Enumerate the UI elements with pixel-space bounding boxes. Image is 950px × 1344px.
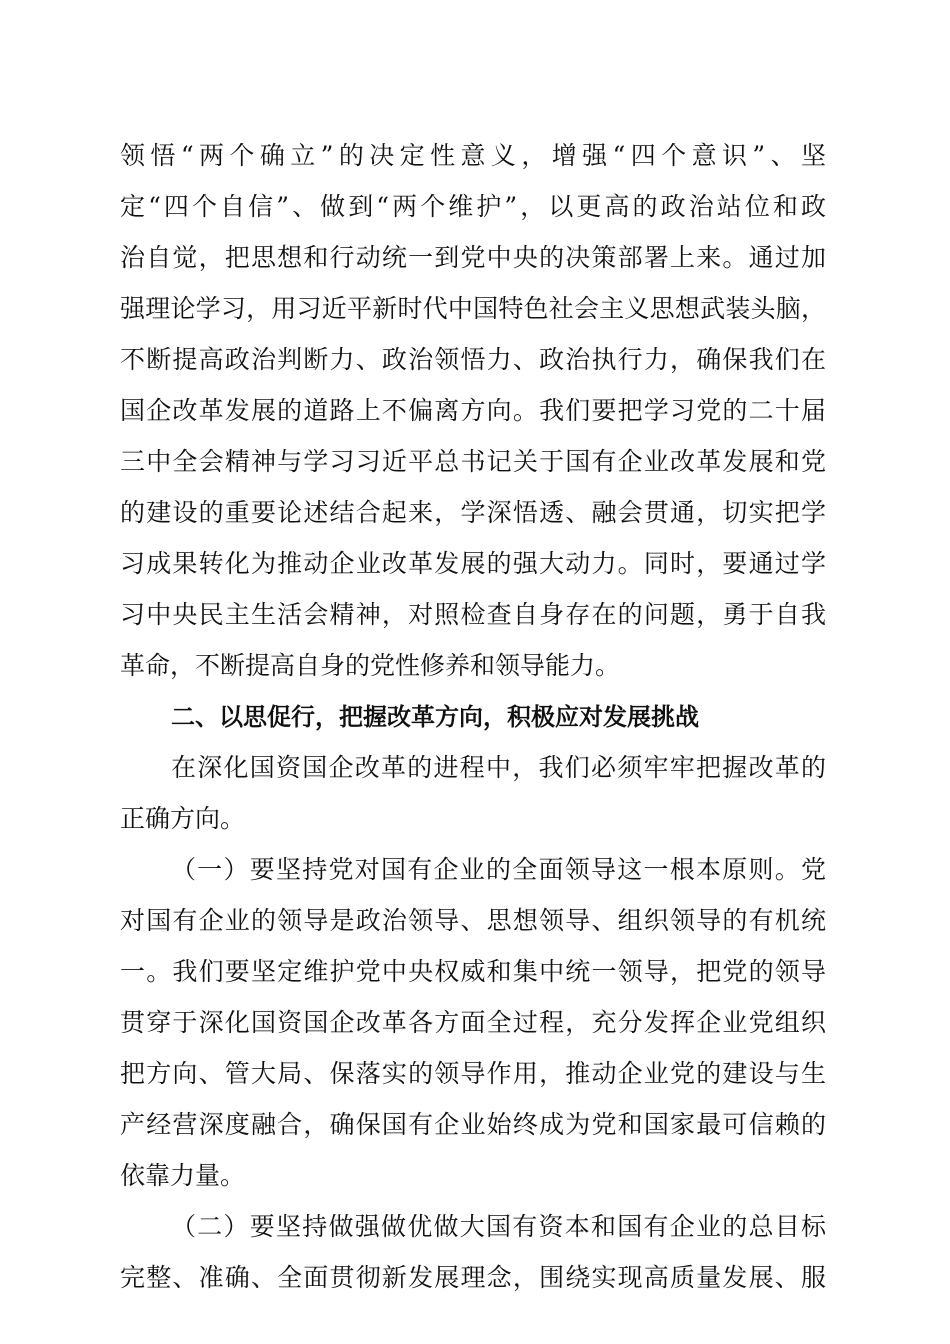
text-line: 领悟“两个确立”的决定性意义，增强“四个意识”、坚 [120,141,826,170]
text-line: 一。我们要坚定维护党中央权威和集中统一领导，把党的领导 [120,957,826,986]
text-line: 国企改革发展的道路上不偏离方向。我们要把学习党的二十届 [120,396,826,425]
text-line: （一）要坚持党对国有企业的全面领导这一根本原则。党 [171,855,826,884]
text-line: 不断提高政治判断力、政治领悟力、政治执行力，确保我们在 [120,345,826,374]
text-line: 定“四个自信”、做到“两个维护”，以更高的政治站位和政 [120,192,826,221]
text-line: 正确方向。 [120,804,246,833]
text-line: 把方向、管大局、保落实的领导作用，推动企业党的建设与生 [120,1059,826,1088]
text-line: 革命，不断提高自身的党性修养和领导能力。 [120,651,621,680]
text-line: 三中全会精神与学习习近平总书记关于国有企业改革发展和党 [120,447,826,476]
text-line: 的建设的重要论述结合起来，学深悟透、融会贯通，切实把学 [120,498,826,527]
text-line: 依靠力量。 [120,1161,246,1190]
text-line: 完整、准确、全面贯彻新发展理念，围绕实现高质量发展、服 [120,1263,826,1292]
text-line: 习中央民主生活会精神，对照检查自身存在的问题，勇于自我 [120,600,826,629]
text-line: 对国有企业的领导是政治领导、思想领导、组织领导的有机统 [120,906,826,935]
text-line: 产经营深度融合，确保国有企业始终成为党和国家最可信赖的 [120,1110,826,1139]
text-line: 强理论学习，用习近平新时代中国特色社会主义思想武装头脑， [120,294,826,323]
text-line: 在深化国资国企改革的进程中，我们必须牢牢把握改革的 [171,753,826,782]
text-line: 治自觉，把思想和行动统一到党中央的决策部署上来。通过加 [120,243,826,272]
text-line: 贯穿于深化国资国企改革各方面全过程，充分发挥企业党组织 [120,1008,826,1037]
text-line: 习成果转化为推动企业改革发展的强大动力。同时，要通过学 [120,549,826,578]
text-line: （二）要坚持做强做优做大国有资本和国有企业的总目标 [171,1212,826,1241]
section-heading: 二、以思促行，把握改革方向，积极应对发展挑战 [171,703,699,731]
